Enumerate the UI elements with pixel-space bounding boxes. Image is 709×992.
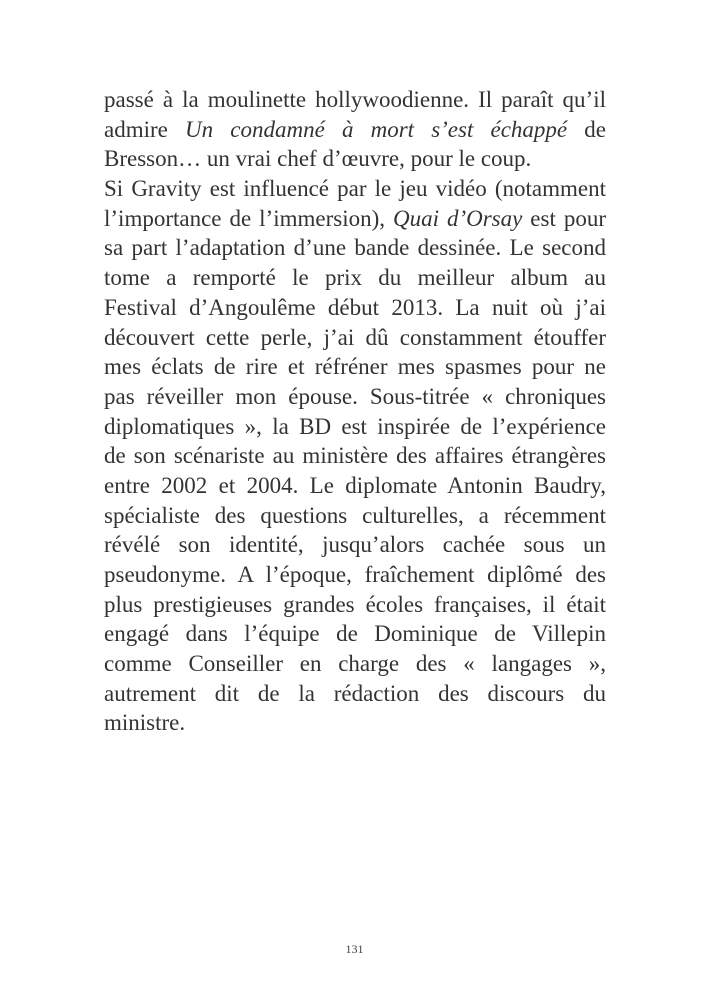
text-line bbox=[104, 382, 606, 412]
text-segment: sa part l’adaptation d’une bande dessinée. Le second bbox=[104, 235, 606, 261]
text-line bbox=[104, 530, 606, 560]
text-segment: mes éclats de rire et réfréner mes spasmes pour ne bbox=[104, 354, 606, 380]
text-line bbox=[104, 233, 606, 263]
text-line bbox=[104, 471, 606, 501]
text-segment: comme Conseiller en charge des « langages », bbox=[104, 651, 606, 677]
text-line bbox=[104, 708, 606, 738]
text-segment: découvert cette perle, j’ai dû constamment étouffer bbox=[104, 324, 606, 350]
text-segment: entre 2002 et 2004. Le diplomate Antonin Baudry, bbox=[104, 472, 606, 498]
text-segment: pseudonyme. A l’époque, fraîchement diplômé des bbox=[104, 562, 606, 587]
text-segment: engagé dans l’équipe de Dominique de Villepin bbox=[104, 621, 606, 647]
text-line bbox=[104, 501, 606, 531]
text-line bbox=[104, 412, 606, 442]
text-segment: Bresson… un vrai chef d’œuvre, pour le coup. bbox=[104, 146, 532, 172]
text-segment: est pour bbox=[522, 205, 606, 231]
italic-title: Quai d’Orsay bbox=[392, 205, 523, 231]
text-segment: autrement dit de la rédaction des discours du bbox=[104, 680, 606, 706]
text-segment: passé à la moulinette hollywoodienne. Il paraît qu’il bbox=[104, 87, 606, 112]
text-line bbox=[104, 174, 606, 204]
italic-title: Un condamné à mort s’est échappé bbox=[185, 116, 568, 142]
text-line bbox=[104, 144, 606, 174]
text-line bbox=[104, 441, 606, 471]
text-segment: Festival d’Angoulême début 2013. La nuit où j’ai bbox=[104, 294, 606, 320]
text-line bbox=[104, 293, 606, 323]
text-segment: l’importance de l’immersion), bbox=[104, 205, 393, 231]
text-line bbox=[104, 85, 606, 115]
text-segment: admire bbox=[104, 116, 186, 142]
text-segment: diplomatiques », la BD est inspirée de l’expérience bbox=[104, 413, 606, 439]
text-segment: Si Gravity est influencé par le jeu vidéo (notamment bbox=[104, 176, 606, 202]
text-segment: spécialiste des questions culturelles, a récemment bbox=[104, 502, 606, 528]
page-number: 131 bbox=[345, 942, 364, 956]
text-line bbox=[104, 679, 606, 709]
text-line bbox=[104, 649, 606, 679]
text-line bbox=[104, 560, 606, 590]
text-segment: de bbox=[567, 116, 606, 142]
text-line bbox=[104, 619, 606, 649]
text-segment: pas réveiller mon épouse. Sous-titrée « chroniques bbox=[104, 383, 606, 409]
body-text bbox=[104, 85, 606, 738]
text-line bbox=[104, 590, 606, 620]
text-line bbox=[104, 323, 606, 353]
text-line bbox=[104, 263, 606, 293]
text-line bbox=[104, 352, 606, 382]
text-segment: ministre. bbox=[104, 710, 186, 736]
text-segment: plus prestigieuses grandes écoles françaises, il était bbox=[104, 591, 606, 617]
text-segment: de son scénariste au ministère des affaires étrangères bbox=[104, 443, 606, 469]
text-line bbox=[104, 115, 606, 145]
text-segment: révélé son identité, jusqu’alors cachée sous un bbox=[104, 532, 606, 558]
text-line bbox=[104, 204, 606, 234]
text-segment: tome a remporté le prix du meilleur album au bbox=[104, 265, 606, 291]
